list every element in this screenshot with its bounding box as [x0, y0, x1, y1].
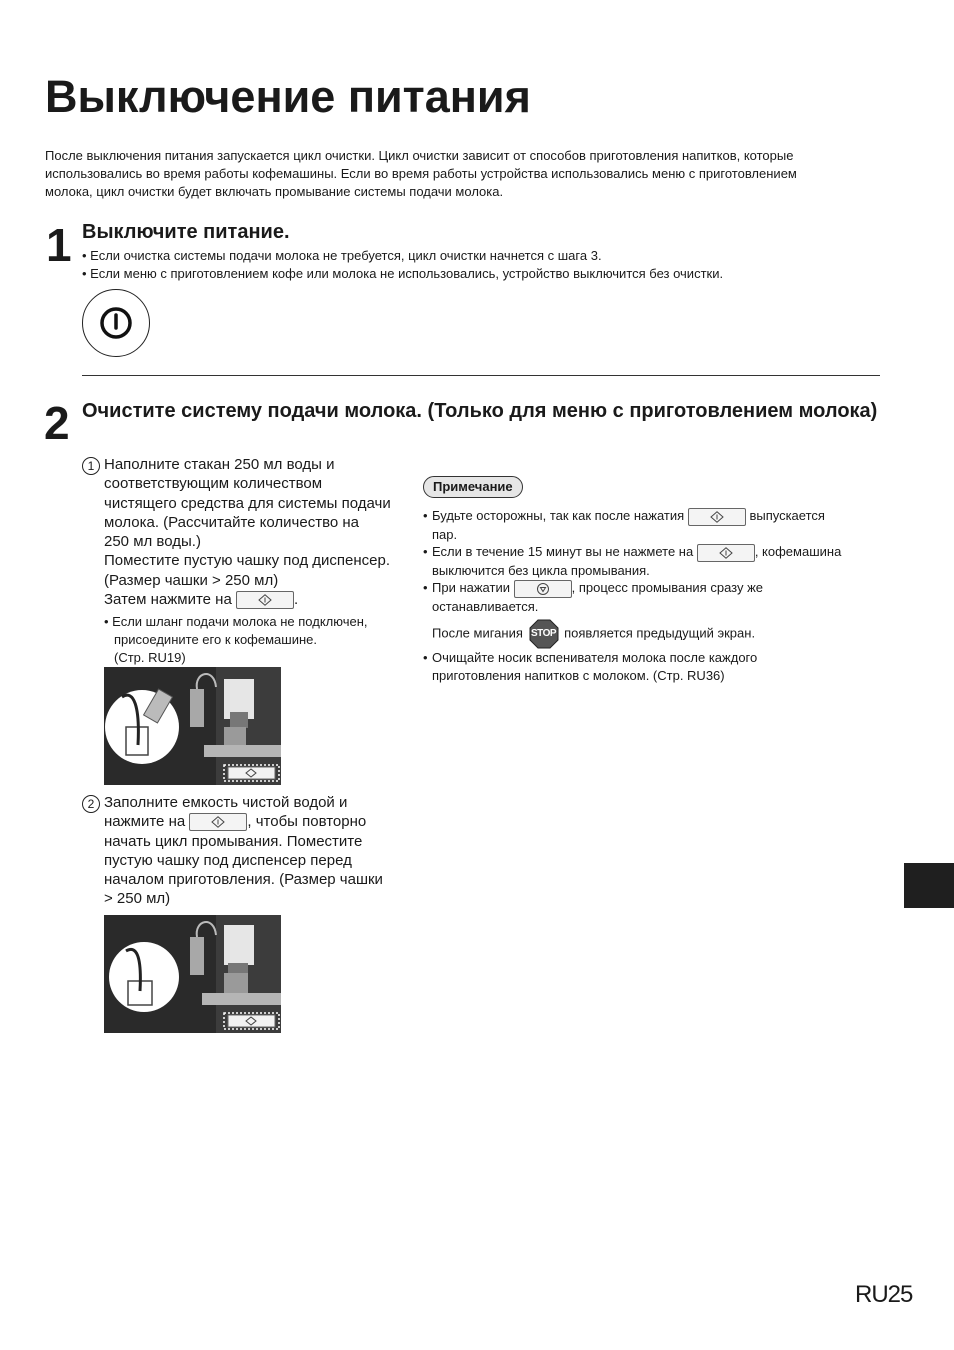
- step-2-number: 2: [44, 397, 70, 449]
- cleaning-photo-2: [104, 915, 281, 1033]
- substep-line: [104, 812, 417, 831]
- intro-line: После выключения питания запускается цикл очистки. Цикл очистки зависит от способов приготовления напитков, которые: [45, 148, 794, 163]
- cleaning-photo-1: [104, 667, 281, 785]
- start-icon: [210, 816, 226, 828]
- start-icon: [709, 511, 725, 523]
- substep-line: чистящего средства для системы подачи: [104, 494, 391, 512]
- substep-2: [82, 793, 417, 909]
- step-1-heading: Выключите питание.: [82, 221, 290, 243]
- substep-number: 2: [82, 795, 100, 813]
- note-badge: Примечание: [423, 476, 523, 498]
- start-button-illustration: [236, 591, 294, 609]
- hose-note-line: (Стр. RU19): [114, 650, 186, 665]
- substep-line: 250 мл воды.): [104, 533, 201, 551]
- stop-sign-icon: STOP: [529, 619, 559, 649]
- substep-line: Заполните емкость чистой водой и: [104, 794, 348, 811]
- note-item: • Очищайте носик вспенивателя молока после каждого приготовления напитков с молоком. (Стр. RU36): [423, 650, 758, 683]
- substep-line: [104, 590, 417, 609]
- substep-line: соответствующим количеством: [104, 475, 323, 493]
- section-side-tab: [904, 863, 954, 908]
- substep-line: пустую чашку под диспенсер перед: [104, 851, 352, 869]
- step-2-heading: Очистите систему подачи молока. (Только для меню с приготовлением молока): [82, 400, 878, 422]
- intro-line: молока, цикл очистки будет включать промывание системы подачи молока.: [45, 184, 504, 199]
- press-suffix: .: [293, 591, 299, 609]
- substep-line: > 250 мл): [104, 890, 171, 908]
- step-1-bullets: [82, 247, 882, 283]
- page-number: RU25: [855, 1281, 913, 1308]
- power-icon: [99, 306, 133, 340]
- power-button-illustration: [82, 289, 150, 357]
- hose-note-line: присоедините его к кофемашине.: [114, 632, 317, 647]
- note-item: • Если в течение 15 минут вы не нажмете на , кофемашина выключится без цикла промывания.: [423, 544, 842, 578]
- substep-line: Наполните стакан 250 мл воды и: [104, 456, 335, 473]
- start-icon: [257, 594, 273, 606]
- step-1-number: 1: [46, 219, 72, 271]
- substep-line: Поместите пустую чашку под диспенсер.: [104, 552, 391, 570]
- start-button-illustration: [697, 544, 755, 562]
- page-title: Выключение питания: [45, 71, 531, 122]
- substep-line: молока. (Рассчитайте количество на: [104, 513, 359, 531]
- substep-line: начать цикл промывания. Поместите: [104, 832, 363, 850]
- start-button-illustration: [688, 508, 746, 526]
- stop-button-illustration: [514, 580, 572, 598]
- substep-line: началом приготовления. (Размер чашки: [104, 871, 383, 889]
- intro-paragraph: [45, 147, 895, 201]
- note-item: • При нажатии , процесс промывания сразу же останавливается. После мигания STOP появляется предыдущий экран.: [423, 579, 893, 649]
- bullet-item: • Если очистка системы подачи молока не требуется, цикл очистки начнется с шага 3.: [82, 248, 602, 263]
- substep-number: 1: [82, 457, 100, 475]
- start-icon: [718, 547, 734, 559]
- press-prefix: нажмите на: [104, 813, 186, 831]
- note-list: [423, 507, 893, 684]
- intro-line: использовались во время работы кофемашины. Если во время работы устройства использовались меню с приготовлением: [45, 166, 797, 181]
- press-suffix: , чтобы повторно: [247, 813, 367, 831]
- substep-1: [82, 455, 417, 609]
- stop-small-icon: [536, 582, 550, 596]
- bullet-item: • Если меню с приготовлением кофе или молока не использовались, устройство выключится без очистки.: [82, 266, 724, 281]
- hose-note-line: • Если шланг подачи молока не подключен,: [104, 614, 368, 629]
- press-prefix: Затем нажмите на: [104, 591, 232, 609]
- start-button-illustration: [189, 813, 247, 831]
- note-item: • Будьте осторожны, так как после нажатия выпускается пар.: [423, 508, 825, 542]
- section-divider: [82, 375, 880, 376]
- hose-note: [104, 613, 424, 667]
- substep-line: (Размер чашки > 250 мл): [104, 571, 279, 589]
